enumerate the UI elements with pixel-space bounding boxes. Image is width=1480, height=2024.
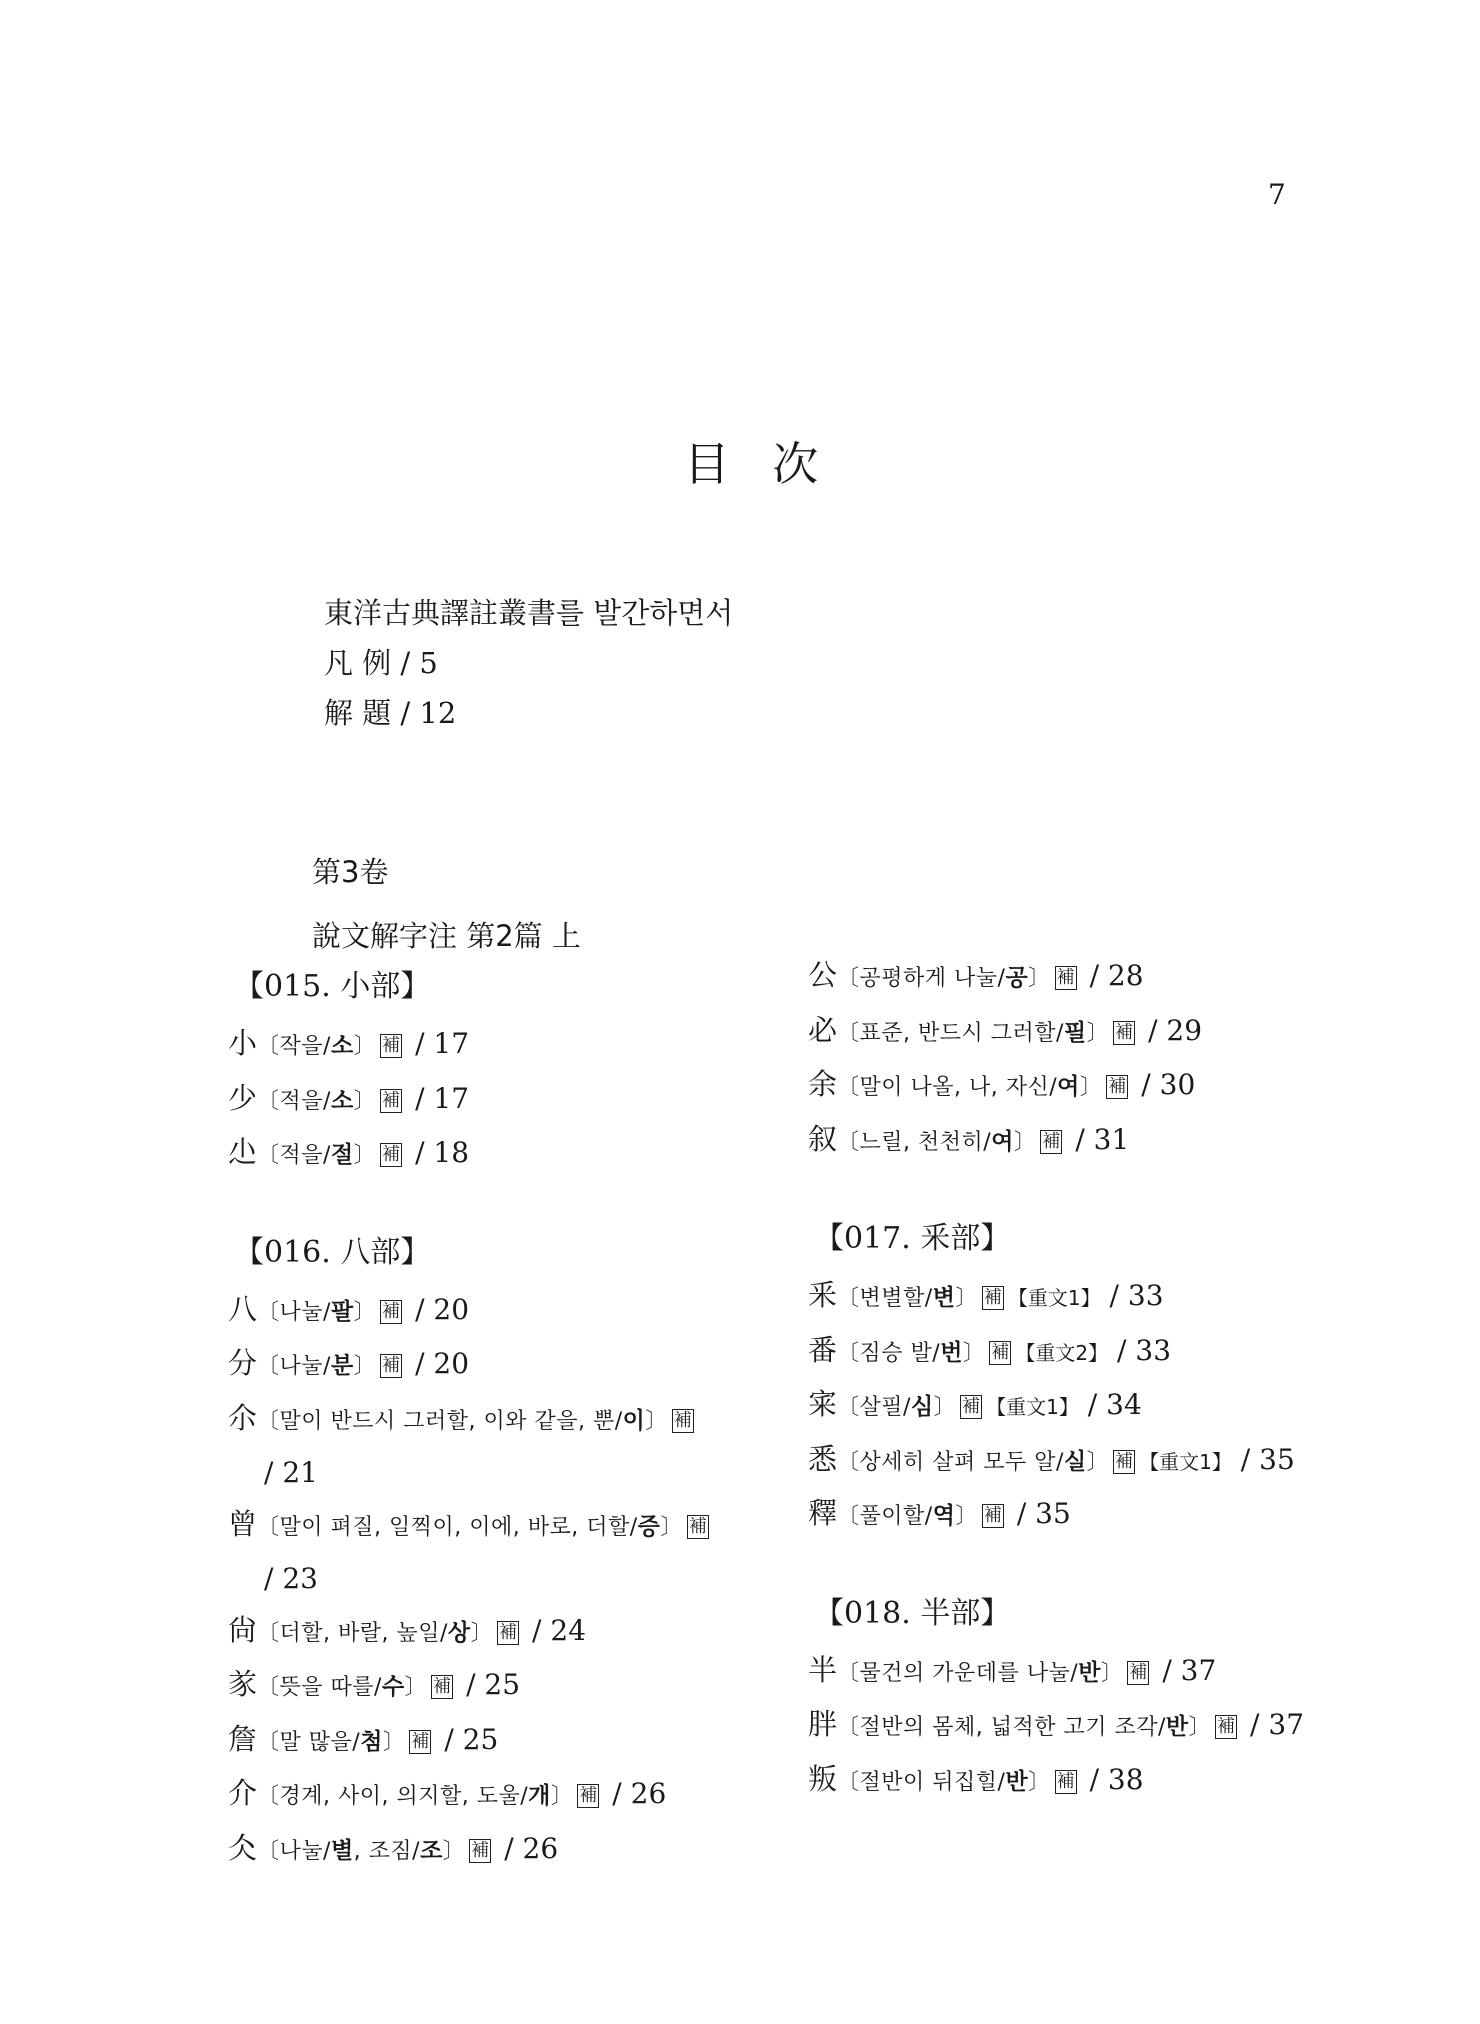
supplement-mark: 補 xyxy=(499,1621,518,1643)
gloss-text: 〔말이 반드시 그러할, 이와 같을, 뿐/ xyxy=(257,1408,623,1434)
entry-page: / 23 xyxy=(264,1562,318,1595)
toc-entry[interactable] xyxy=(808,1270,1368,1325)
gloss-reading: 별 xyxy=(330,1837,354,1864)
entry-page: / 33 xyxy=(1100,1279,1164,1312)
entry-gloss xyxy=(837,1075,1102,1100)
entry-gloss xyxy=(257,1409,668,1434)
gloss-reading: 절 xyxy=(330,1142,354,1168)
entry-page: / 33 xyxy=(1108,1333,1172,1367)
gloss-reading: 필 xyxy=(1063,1019,1087,1046)
gloss-text: 〔짐승 발/ xyxy=(837,1340,941,1366)
supplement-mark: 補 xyxy=(471,1839,490,1861)
toc-section xyxy=(808,950,1368,1168)
toc-entry[interactable] xyxy=(228,1605,788,1660)
entry-gloss xyxy=(257,1300,376,1325)
gloss-text: 〕 xyxy=(1100,1660,1124,1686)
entry-character: 叙 xyxy=(808,1121,838,1156)
entry-gloss xyxy=(257,1675,427,1700)
gloss-text: 〕 xyxy=(1086,1020,1110,1046)
gloss-reading: 소 xyxy=(330,1087,354,1114)
gloss-reading: 개 xyxy=(528,1783,551,1809)
gloss-text: 〕 xyxy=(645,1408,668,1434)
gloss-text: 〕 xyxy=(353,1143,377,1168)
entry-gloss xyxy=(837,1395,956,1420)
supplement-mark: 補 xyxy=(991,1341,1010,1363)
entry-page: / 28 xyxy=(1080,959,1144,992)
gloss-reading: 상 xyxy=(447,1619,471,1646)
toc-entry[interactable] xyxy=(808,1325,1368,1380)
gloss-text: 〔느릴, 천천히/ xyxy=(837,1129,992,1155)
entry-character: 尙 xyxy=(228,1612,258,1647)
entry-page: / 17 xyxy=(406,1027,470,1060)
supplement-mark: 補 xyxy=(382,1035,401,1056)
entry-page: / 25 xyxy=(457,1668,521,1701)
entry-gloss xyxy=(837,1021,1109,1046)
gloss-text: 〔말이 나올, 나, 자신/ xyxy=(837,1075,1058,1100)
gloss-text: 〕 xyxy=(353,1354,377,1379)
toc-entry[interactable] xyxy=(808,1488,1368,1543)
toc-column-right xyxy=(808,958,1368,1854)
gloss-reading: 소 xyxy=(330,1033,354,1059)
entry-character: 叛 xyxy=(808,1761,838,1796)
entry-page: / 17 xyxy=(406,1081,470,1115)
gloss-text: 〔더할, 바랄, 높일/ xyxy=(257,1620,448,1646)
entry-page: / 25 xyxy=(435,1722,499,1756)
entry-character: 尒 xyxy=(228,1400,258,1435)
gloss-text: 〕 xyxy=(353,1034,377,1059)
gloss-text: 〕 xyxy=(933,1395,957,1420)
entry-gloss xyxy=(837,1504,978,1529)
supplement-mark: 補 xyxy=(1115,1450,1134,1472)
variant-count: 【重文1】 xyxy=(1139,1449,1232,1474)
entry-character: 悉 xyxy=(808,1441,838,1476)
gloss-text: 〔뜻을 따를/ xyxy=(257,1675,382,1700)
gloss-text: 〕 xyxy=(1079,1075,1103,1100)
gloss-reading: 수 xyxy=(381,1674,405,1700)
gloss-text: 〔변별할/ xyxy=(837,1286,933,1311)
variant-count: 【重文1】 xyxy=(1007,1286,1101,1310)
supplement-mark: 補 xyxy=(382,1300,401,1322)
gloss-text: 〔살필/ xyxy=(837,1395,911,1420)
toc-entry[interactable] xyxy=(808,1699,1368,1754)
gloss-reading: 여 xyxy=(991,1128,1014,1155)
supplement-mark: 補 xyxy=(411,1730,430,1752)
gloss-text: 〕 xyxy=(442,1838,466,1864)
supplement-mark: 補 xyxy=(579,1785,598,1806)
gloss-text: 〕 xyxy=(382,1729,406,1755)
chapter-heading: 說文解字注 第2篇 上 xyxy=(312,919,581,953)
toc-entry[interactable] xyxy=(808,1379,1368,1434)
entry-gloss xyxy=(257,1730,405,1755)
toc-entry[interactable] xyxy=(808,1005,1368,1060)
supplement-mark: 補 xyxy=(983,1505,1002,1526)
toc-entry[interactable] xyxy=(808,950,1368,1005)
entry-character: 番 xyxy=(808,1332,838,1367)
gloss-reading: 역 xyxy=(932,1503,956,1529)
supplement-mark: 補 xyxy=(962,1396,981,1417)
section-heading: 【016. 八部】 xyxy=(234,1234,431,1270)
toc-column-left xyxy=(228,962,788,1923)
volume-heading: 第3卷 xyxy=(312,855,389,889)
supplement-mark: 補 xyxy=(1042,1130,1061,1152)
toc-title: 目 次 xyxy=(683,437,833,491)
toc-entry[interactable] xyxy=(808,1754,1368,1809)
section-heading: 【017. 釆部】 xyxy=(814,1221,1011,1256)
entry-page: / 26 xyxy=(495,1831,559,1865)
entry-page: / 20 xyxy=(406,1292,470,1326)
entry-page: / 21 xyxy=(264,1456,318,1489)
toc-entry[interactable] xyxy=(228,1338,788,1393)
gloss-text: 〔적을/ xyxy=(257,1088,331,1114)
supplement-mark: 補 xyxy=(1217,1716,1236,1737)
entry-page: / 37 xyxy=(1241,1708,1305,1741)
entry-character: 詹 xyxy=(228,1721,258,1756)
toc-entry[interactable] xyxy=(808,1434,1368,1489)
toc-entry[interactable] xyxy=(228,1768,788,1823)
gloss-text: 〔표준, 반드시 그러할/ xyxy=(837,1020,1064,1046)
toc-entry[interactable] xyxy=(228,1127,788,1182)
gloss-reading: 반 xyxy=(1078,1659,1101,1686)
gloss-reading: 심 xyxy=(910,1394,934,1420)
gloss-text: 〔말이 펴질, 일찍이, 이에, 바로, 더할/ xyxy=(257,1514,638,1540)
entry-character: 仌 xyxy=(228,1830,258,1865)
entry-page: / 38 xyxy=(1080,1762,1144,1796)
entry-page: / 18 xyxy=(406,1136,470,1169)
gloss-text: 〔절반이 뒤집힐/ xyxy=(837,1769,1006,1795)
gloss-text: 〕 xyxy=(955,1504,978,1529)
entry-gloss xyxy=(257,1089,376,1114)
variant-count: 【重文2】 xyxy=(1015,1340,1109,1365)
entry-character: 公 xyxy=(808,958,838,992)
gloss-text: , 조짐/ xyxy=(353,1838,421,1864)
gloss-reading: 여 xyxy=(1057,1074,1080,1100)
toc-entry[interactable] xyxy=(228,1823,788,1878)
gloss-reading: 팔 xyxy=(330,1298,354,1325)
gloss-text: 〔경계, 사이, 의지할, 도울/ xyxy=(257,1784,529,1809)
gloss-text: 〔공평하게 나눌/ xyxy=(837,966,1006,991)
entry-gloss xyxy=(837,1450,1109,1475)
gloss-text: 〔나눌/ xyxy=(257,1299,331,1325)
entry-character: 釆 xyxy=(808,1278,838,1312)
gloss-text: 〕 xyxy=(404,1675,428,1700)
toc-entry[interactable] xyxy=(228,1393,748,1499)
toc-section xyxy=(808,1589,1368,1809)
gloss-text: 〔절반의 몸체, 넓적한 고기 조각/ xyxy=(837,1715,1166,1740)
entry-gloss xyxy=(257,1143,376,1168)
gloss-text: 〕 xyxy=(1028,966,1051,991)
entry-page: / 37 xyxy=(1153,1653,1217,1687)
toc-entry[interactable] xyxy=(228,1073,788,1128)
gloss-reading: 변 xyxy=(932,1285,956,1311)
supplement-mark: 補 xyxy=(382,1144,401,1165)
entry-gloss xyxy=(837,1286,978,1311)
entry-gloss xyxy=(257,1354,376,1379)
gloss-text: 〔작을/ xyxy=(257,1034,331,1059)
gloss-text: 〕 xyxy=(962,1340,986,1366)
gloss-reading: 번 xyxy=(940,1339,963,1366)
gloss-reading: 조 xyxy=(420,1837,443,1864)
gloss-text: 〕 xyxy=(1188,1715,1212,1740)
entry-gloss xyxy=(837,1770,1051,1795)
section-heading: 【015. 小部】 xyxy=(234,969,431,1004)
entry-character: 必 xyxy=(808,1012,838,1047)
variant-count: 【重文1】 xyxy=(986,1395,1079,1419)
toc-entry[interactable] xyxy=(228,1659,788,1714)
page-number: 7 xyxy=(1268,178,1286,211)
entry-gloss xyxy=(257,1515,683,1540)
toc-section xyxy=(808,1214,1368,1543)
entry-gloss xyxy=(257,1784,573,1809)
entry-page: / 31 xyxy=(1066,1122,1130,1156)
entry-gloss xyxy=(837,1341,985,1366)
entry-gloss xyxy=(837,1661,1123,1686)
entry-character: 余 xyxy=(808,1067,838,1101)
gloss-reading: 첨 xyxy=(360,1728,383,1755)
gloss-text: 〕 xyxy=(1086,1449,1110,1475)
gloss-reading: 반 xyxy=(1165,1714,1189,1740)
gloss-reading: 이 xyxy=(622,1407,646,1434)
gloss-reading: 분 xyxy=(330,1353,354,1379)
entry-character: 宷 xyxy=(808,1387,838,1421)
supplement-mark: 補 xyxy=(688,1515,707,1537)
entry-character: 尐 xyxy=(228,1135,258,1169)
gloss-text: 〔나눌/ xyxy=(257,1354,331,1379)
supplement-mark: 補 xyxy=(983,1287,1002,1308)
gloss-text: 〔말 많을/ xyxy=(257,1729,361,1755)
entry-character: 曾 xyxy=(228,1506,258,1541)
gloss-text: 〕 xyxy=(470,1620,494,1646)
gloss-text: 〕 xyxy=(660,1514,683,1540)
gloss-text: 〕 xyxy=(353,1088,377,1114)
gloss-text: 〕 xyxy=(955,1286,978,1311)
entry-character: 分 xyxy=(228,1346,258,1380)
gloss-text: 〕 xyxy=(1028,1769,1051,1795)
supplement-mark: 補 xyxy=(433,1676,452,1697)
entry-gloss xyxy=(257,1621,493,1646)
toc-entry[interactable] xyxy=(228,1499,748,1605)
entry-character: 八 xyxy=(228,1291,258,1326)
supplement-mark: 補 xyxy=(1056,1770,1075,1792)
toc-entry[interactable] xyxy=(808,1114,1368,1169)
entry-page: / 20 xyxy=(406,1347,470,1380)
toc-entry[interactable] xyxy=(228,1714,788,1769)
entry-page: / 35 xyxy=(1007,1497,1071,1530)
supplement-mark: 補 xyxy=(1115,1021,1134,1043)
toc-entry[interactable] xyxy=(808,1645,1368,1700)
gloss-text: 〔나눌/ xyxy=(257,1838,331,1864)
front-matter-preface[interactable]: 東洋古典譯註叢書를 발간하면서 xyxy=(324,596,734,630)
toc-entry[interactable] xyxy=(228,1284,788,1339)
gloss-text: 〔적을/ xyxy=(257,1143,331,1168)
entry-page: / 30 xyxy=(1132,1068,1196,1101)
entry-character: 胖 xyxy=(808,1707,838,1741)
toc-section xyxy=(228,962,788,1182)
gloss-text: 〔상세히 살펴 모두 알/ xyxy=(837,1449,1064,1475)
supplement-mark: 補 xyxy=(382,1355,401,1376)
toc-entry[interactable] xyxy=(808,1059,1368,1114)
entry-character: 介 xyxy=(228,1776,258,1810)
volume-block xyxy=(312,840,581,968)
entry-gloss xyxy=(837,966,1051,991)
entry-character: 釋 xyxy=(808,1496,838,1530)
entry-character: 少 xyxy=(228,1080,258,1115)
entry-gloss xyxy=(837,1130,1036,1155)
gloss-text: 〔물건의 가운데를 나눌/ xyxy=(837,1660,1079,1686)
entry-character: 半 xyxy=(808,1652,838,1687)
gloss-reading: 반 xyxy=(1005,1768,1029,1795)
gloss-text: 〕 xyxy=(353,1299,377,1325)
gloss-reading: 공 xyxy=(1005,965,1029,991)
gloss-text: 〔풀이할/ xyxy=(837,1504,933,1529)
supplement-mark: 補 xyxy=(1129,1661,1148,1683)
gloss-text: 〕 xyxy=(1013,1129,1037,1155)
gloss-reading: 증 xyxy=(637,1513,661,1540)
gloss-text: 〕 xyxy=(550,1784,574,1809)
supplement-mark: 補 xyxy=(382,1089,401,1111)
front-matter-conventions[interactable]: 凡 例 / 5 xyxy=(324,646,438,680)
supplement-mark: 補 xyxy=(1108,1076,1127,1097)
section-heading: 【018. 半部】 xyxy=(814,1595,1011,1631)
toc-section xyxy=(228,1228,788,1878)
front-matter-commentary[interactable]: 解 題 / 12 xyxy=(324,696,457,730)
entry-page: / 26 xyxy=(603,1777,667,1810)
entry-gloss xyxy=(837,1715,1211,1740)
entry-character: 小 xyxy=(228,1026,258,1060)
supplement-mark: 補 xyxy=(673,1409,692,1431)
entry-page: / 35 xyxy=(1231,1442,1295,1476)
front-matter-list xyxy=(324,588,733,738)
entry-gloss xyxy=(257,1034,376,1059)
toc-entry[interactable] xyxy=(228,1018,788,1073)
entry-character: 㒸 xyxy=(228,1667,258,1701)
entry-page: / 24 xyxy=(523,1613,587,1647)
supplement-mark: 補 xyxy=(1056,967,1075,988)
entry-page: / 29 xyxy=(1139,1013,1203,1047)
entry-gloss xyxy=(257,1839,465,1864)
entry-page: / 34 xyxy=(1078,1388,1142,1421)
gloss-reading: 실 xyxy=(1063,1448,1087,1475)
